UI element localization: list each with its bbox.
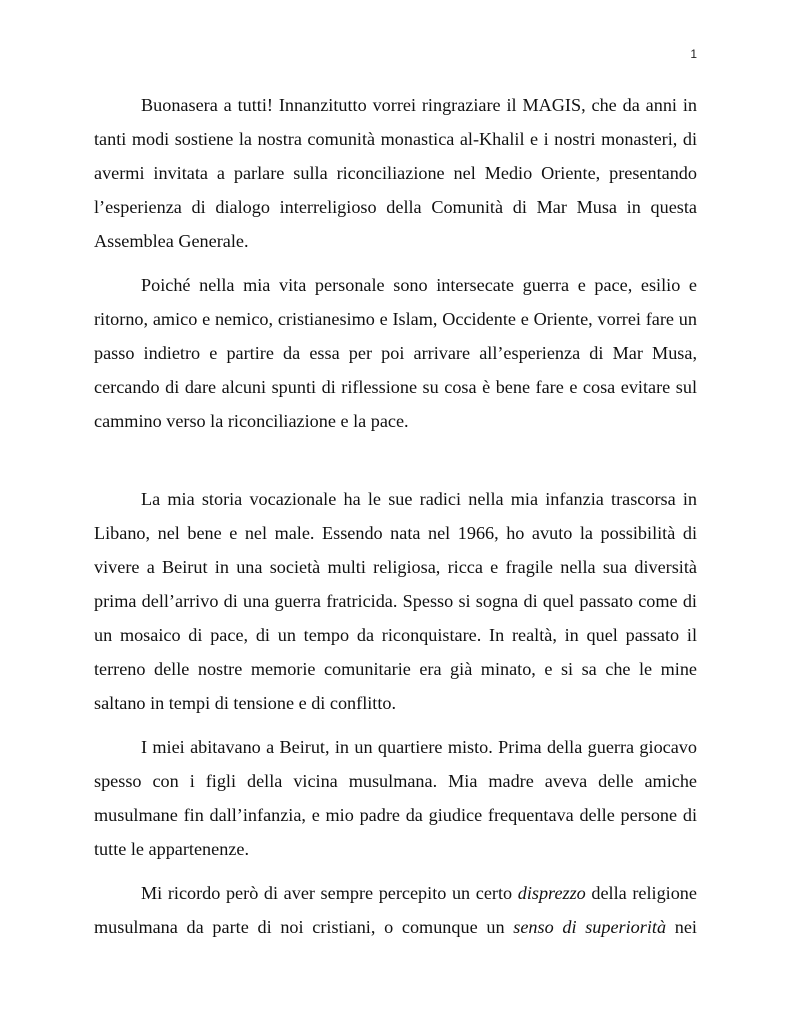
- paragraph-memory: [94, 876, 697, 944]
- memory-text-2: della religione musulmana da parte di noi cristiani, o comunque un: [94, 883, 697, 937]
- memory-emphasis-2: senso di superiorità: [513, 917, 667, 937]
- page-number: 1: [690, 47, 697, 61]
- memory-text-1: Mi ricordo però di aver sempre percepito un certo: [141, 883, 518, 903]
- paragraph-family-beirut: I miei abitavano a Beirut, in un quartiere misto. Prima della guerra giocavo spesso con i figli della vicina musulmana. Mia madre aveva delle amiche musulmane fin dall’infanzia, e mio padre da giudice frequentava delle persone di tutte le appartenenze.: [94, 737, 697, 859]
- document-body: [94, 88, 697, 944]
- paragraph-greeting: Buonasera a tutti! Innanzitutto vorrei ringraziare il MAGIS, che da anni in tanti modi sostiene la nostra comunità monastica al-Khalil e i nostri monasteri, di avermi invitata a parlare sulla riconciliazione nel Medio Oriente, presentando l’esperienza di dialogo interreligioso della Comunità di Mar Musa in questa Assemblea Generale.: [94, 95, 697, 251]
- paragraph-personal-life: Poiché nella mia vita personale sono intersecate guerra e pace, esilio e ritorno, amico e nemico, cristianesimo e Islam, Occidente e Oriente, vorrei fare un passo indietro e partire da essa per poi arrivare all’esperienza di Mar Musa, cercando di dare alcuni spunti di riflessione su cosa è bene fare e cosa evitare sul cammino verso la riconciliazione e la pace.: [94, 275, 697, 431]
- paragraph-vocational-story: La mia storia vocazionale ha le sue radici nella mia infanzia trascorsa in Libano, nel bene e nel male. Essendo nata nel 1966, ho avuto la possibilità di vivere a Beirut in una società multi religiosa, ricca e fragile nella sua diversità prima dell’arrivo di una guerra fratricida. Spesso si sogna di quel passato come di un mosaico di pace, di un tempo da riconquistare. In realtà, in quel passato il terreno delle nostre memorie comunitarie era già minato, e si sa che le mine saltano in tempi di tensione e di conflitto.: [94, 489, 697, 713]
- memory-emphasis-1: disprezzo: [517, 883, 586, 903]
- memory-text-3: nei: [666, 917, 697, 937]
